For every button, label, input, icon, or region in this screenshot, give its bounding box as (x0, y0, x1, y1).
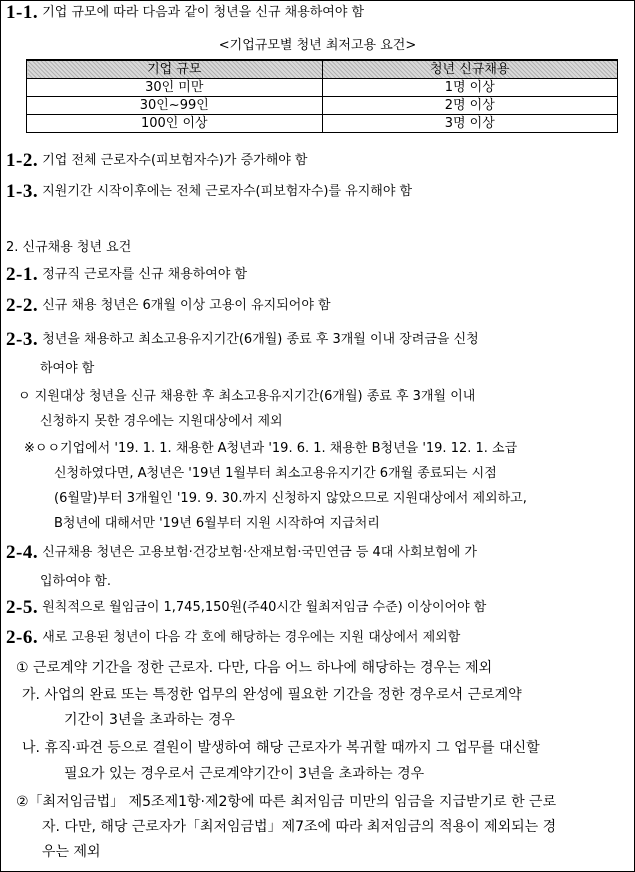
clause-2-cont: 자. 다만, 해당 근로자가「최저임금법」제7조에 따라 최저임금의 적용이 제외되는 경 (42, 819, 557, 835)
item-text: 청년을 채용하고 최소고용유지기간(6개월) 종료 후 3개월 이내 장려금을 신청 (42, 332, 479, 347)
item-text: 기업 전체 근로자수(피보험자수)가 증가해야 함 (42, 153, 308, 168)
table-row (27, 79, 618, 97)
table-header-cell: 기업 규모 (27, 60, 323, 79)
item-text: 기업 규모에 따라 다음과 같이 청년을 신규 채용하여야 함 (42, 5, 365, 20)
table-cell: 3명 이상 (322, 115, 618, 133)
clause-ga: 가. 사업의 완료 또는 특정한 업무의 완성에 필요한 기간을 정한 경우로서 근로계약 (22, 687, 522, 703)
table-cell: 2명 이상 (322, 97, 618, 115)
item-text: 신규 채용 청년은 6개월 이상 고용이 유지되어야 함 (42, 298, 331, 313)
table-cell: 30인 미만 (27, 79, 323, 97)
item-1-3 (6, 183, 412, 203)
hiring-requirement-table (26, 59, 618, 133)
item-text-continuation: 하여야 함 (40, 361, 95, 376)
clause-1: ① 근로계약 기간을 정한 근로자. 다만, 다음 어느 하나에 해당하는 경우는 제외 (16, 660, 493, 676)
table-cell: 30인~99인 (27, 97, 323, 115)
table-cell: 1명 이상 (322, 79, 618, 97)
item-2-4 (6, 544, 477, 564)
clause-ga-cont: 기간이 3년을 초과하는 경우 (64, 712, 236, 728)
item-2-2 (6, 297, 331, 317)
clause-na: 나. 휴직·파견 등으로 결원이 발생하여 해당 근로자가 복귀할 때까지 그 업무를 대신할 (22, 740, 540, 756)
item-2-6 (6, 629, 460, 649)
clause-2-cont: 우는 제외 (42, 844, 101, 860)
item-text: 새로 고용된 청년이 다음 각 호에 해당하는 경우에는 지원 대상에서 제외함 (42, 630, 461, 645)
item-number: 1-1. (6, 2, 39, 23)
item-1-1 (6, 4, 364, 24)
section-heading: 2. 신규채용 청년 요건 (6, 240, 132, 255)
item-number: 2-6. (6, 627, 39, 648)
table-row (27, 97, 618, 115)
table-row (27, 115, 618, 133)
item-2-1 (6, 266, 247, 286)
note-line: ㅇ 지원대상 청년을 신규 채용한 후 최소고용유지기간(6개월) 종료 후 3개월 이내 (18, 389, 476, 404)
item-text: 지원기간 시작이후에는 전체 근로자수(피보험자수)를 유지해야 함 (42, 184, 413, 199)
example-line: ※ㅇㅇ기업에서 '19. 1. 1. 채용한 A청년과 '19. 6. 1. 채용한 B청년을 '19. 12. 1. 소급 (24, 441, 518, 456)
table-caption: <기업규모별 청년 최저고용 요건> (218, 38, 417, 53)
item-1-2 (6, 152, 308, 172)
item-number: 1-3. (6, 181, 39, 202)
item-text: 정규직 근로자를 신규 채용하여야 함 (42, 267, 248, 282)
table-cell: 100인 이상 (27, 115, 323, 133)
item-2-5 (6, 599, 486, 619)
example-line: 신청하였다면, A청년은 '19년 1월부터 최소고용유지기간 6개월 종료되는 시점 (54, 466, 497, 481)
table-header-row (27, 60, 618, 79)
item-number: 1-2. (6, 150, 39, 171)
item-text: 원칙적으로 월임금이 1,745,150원(주40시간 월최저임금 수준) 이상이어야 함 (42, 600, 487, 615)
item-number: 2-5. (6, 597, 39, 618)
item-number: 2-2. (6, 295, 39, 316)
item-number: 2-4. (6, 542, 39, 563)
item-number: 2-1. (6, 264, 39, 285)
clause-2: ②「최저임금법」 제5조제1항·제2항에 따른 최저임금 미만의 임금을 지급받기로 한 근로 (16, 794, 557, 810)
example-line: B청년에 대해서만 '19년 6월부터 지원 시작하여 지급처리 (54, 516, 380, 531)
item-2-3 (6, 331, 479, 351)
clause-na-cont: 필요가 있는 경우로서 근로계약기간이 3년을 초과하는 경우 (64, 766, 425, 782)
table-header-cell: 청년 신규채용 (322, 60, 618, 79)
item-text: 신규채용 청년은 고용보험·건강보험·산재보험·국민연금 등 4대 사회보험에 가 (42, 545, 477, 560)
example-line: (6월말)부터 3개월인 '19. 9. 30.까지 신청하지 않았으므로 지원대상에서 제외하고, (54, 491, 527, 506)
item-number: 2-3. (6, 329, 39, 350)
item-text-continuation: 입하여야 함. (40, 574, 112, 589)
note-line: 신청하지 못한 경우에는 지원대상에서 제외 (40, 414, 283, 429)
